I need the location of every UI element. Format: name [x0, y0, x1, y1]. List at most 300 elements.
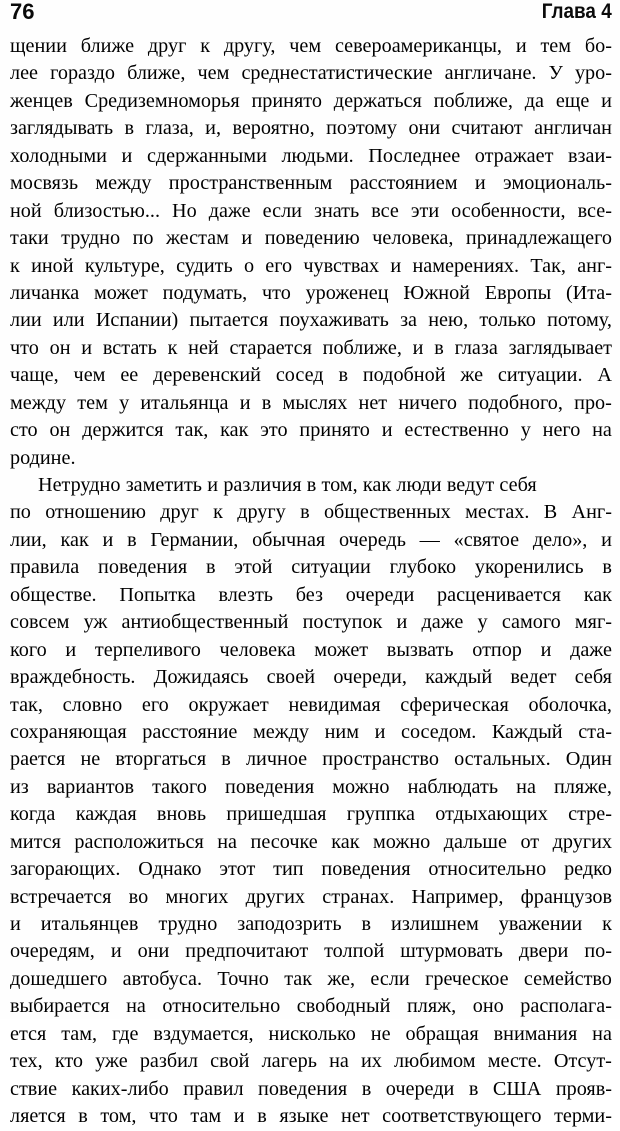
- word: подобной: [362, 364, 446, 387]
- word: расстояние: [142, 720, 238, 743]
- word: ситуации: [291, 556, 371, 579]
- word: очередям,: [10, 940, 95, 963]
- word: между: [252, 720, 310, 743]
- text-line: [10, 829, 612, 856]
- word: из: [10, 775, 29, 798]
- word: редко: [564, 858, 612, 881]
- word: ста-: [578, 720, 612, 743]
- text-line: [10, 911, 612, 938]
- word: естественно: [404, 419, 509, 442]
- word: терпеливого: [94, 638, 201, 661]
- word: обращая: [405, 1022, 479, 1045]
- word: уроженец: [305, 281, 389, 304]
- text-line: [10, 637, 612, 664]
- text-line: [10, 993, 612, 1020]
- text-line: [10, 966, 612, 993]
- word: других: [245, 885, 305, 908]
- word: Так,: [530, 254, 566, 277]
- word: и: [65, 638, 77, 661]
- word: не: [80, 748, 101, 771]
- word: (Ита-: [565, 281, 612, 304]
- text-line: [10, 390, 612, 417]
- word: в: [221, 748, 231, 771]
- word: как: [362, 474, 392, 496]
- text-line: [10, 445, 612, 472]
- word: ведет: [510, 666, 557, 689]
- word: греческое: [425, 967, 509, 990]
- word: Отсут-: [553, 1050, 612, 1073]
- word: каждая: [75, 803, 137, 826]
- word: самого: [501, 611, 561, 634]
- text-line: [10, 499, 612, 526]
- word: А: [597, 364, 612, 387]
- word: же: [460, 364, 484, 387]
- word: в: [468, 1077, 479, 1100]
- word: ствие: [10, 1077, 58, 1100]
- word: что: [261, 281, 291, 304]
- word: может: [94, 281, 148, 304]
- word: дело»,: [532, 528, 588, 551]
- word: как: [220, 419, 249, 442]
- text-line: [10, 362, 612, 389]
- word: может: [314, 638, 369, 661]
- word: отношению: [45, 501, 146, 524]
- word: толпой: [324, 940, 385, 963]
- word: семейство: [523, 967, 612, 990]
- word: вызвать: [386, 638, 454, 661]
- word: люди: [396, 474, 442, 496]
- word: сферическая: [400, 693, 509, 716]
- text-line: [10, 609, 612, 636]
- word: от: [520, 830, 540, 853]
- word: ближе,: [127, 62, 186, 85]
- word: Анг-: [571, 501, 612, 524]
- word: людьми.: [281, 144, 354, 167]
- word: так,: [10, 693, 43, 716]
- word: Но: [172, 199, 197, 222]
- word: укоренились: [474, 556, 584, 579]
- word: там: [190, 1105, 222, 1128]
- word: наблюдать: [407, 775, 499, 798]
- word: месте.: [487, 1050, 542, 1073]
- page-number: 76: [10, 0, 35, 24]
- word: считают: [451, 117, 523, 140]
- word: в: [306, 474, 317, 496]
- word: чем: [289, 35, 322, 57]
- word: в: [602, 556, 612, 579]
- word: старается: [229, 336, 312, 359]
- word: анг-: [577, 254, 612, 277]
- word: прояв-: [555, 1077, 612, 1100]
- word: даже: [208, 199, 251, 222]
- word: поведения: [321, 858, 411, 881]
- word: очереди,: [333, 666, 407, 689]
- word: даже: [421, 611, 464, 634]
- word: в: [78, 1105, 88, 1128]
- word: Дожидаясь: [153, 666, 249, 689]
- word: очередь: [338, 528, 406, 551]
- text-line: [10, 198, 612, 225]
- word: холодными: [10, 144, 107, 167]
- text-line: [10, 335, 612, 362]
- word: как: [60, 528, 89, 551]
- word: антиобщественный: [121, 611, 289, 634]
- word: нет: [340, 1105, 370, 1128]
- word: странах.: [322, 885, 395, 908]
- word: терми-: [554, 1105, 612, 1128]
- word: ется: [10, 1022, 47, 1045]
- word: песочке: [250, 830, 318, 853]
- word: если: [262, 199, 302, 222]
- word: к: [602, 913, 612, 935]
- word: Европы: [484, 281, 552, 304]
- word: чем: [73, 364, 106, 387]
- text-line: [10, 692, 612, 719]
- word: у: [119, 391, 130, 414]
- word: разбил: [139, 1050, 199, 1073]
- word: принадлежащего: [465, 227, 612, 250]
- word: друг: [147, 35, 187, 57]
- word: среднестатистические: [241, 62, 433, 85]
- word: ним: [324, 720, 359, 743]
- word: словно: [62, 693, 123, 716]
- word: как: [583, 583, 612, 606]
- word: родине.: [10, 446, 76, 469]
- word: и: [396, 611, 408, 634]
- word: все: [371, 199, 399, 222]
- word: ничего: [398, 391, 457, 414]
- word: мосвязь: [10, 172, 79, 195]
- word: отдыхающих: [435, 803, 548, 826]
- word: не: [370, 1022, 391, 1045]
- word: и: [515, 35, 527, 57]
- text-line: [10, 719, 612, 746]
- chapter-title: Глава 4: [542, 0, 612, 23]
- word: глаза,: [145, 117, 194, 140]
- paragraph: [10, 472, 612, 1131]
- word: французов: [520, 885, 612, 908]
- word: обществе.: [10, 583, 97, 606]
- word: кого: [10, 638, 47, 661]
- word: том,: [100, 1105, 137, 1128]
- word: стре-: [568, 803, 612, 826]
- word: подумать,: [162, 281, 248, 304]
- body-text: [10, 33, 612, 1131]
- word: невидимая: [288, 693, 381, 716]
- word: в: [257, 1105, 267, 1128]
- word: на: [329, 1050, 349, 1073]
- text-line: [10, 856, 612, 883]
- word: излишнем: [391, 913, 479, 935]
- word: и: [239, 391, 251, 414]
- word: как: [331, 830, 360, 853]
- word: уж: [83, 611, 108, 634]
- word: каждый: [425, 666, 493, 689]
- word: и: [110, 940, 122, 963]
- word: по: [132, 227, 154, 250]
- word: человека,: [372, 227, 454, 250]
- word: этой: [234, 556, 273, 579]
- word: себя: [499, 474, 537, 496]
- text-line: [10, 938, 612, 965]
- word: него: [542, 419, 581, 442]
- word: Точно: [217, 967, 269, 990]
- word: в: [206, 556, 216, 579]
- paragraph: [10, 33, 612, 472]
- word: чаще,: [10, 364, 59, 387]
- word: заглядывать: [10, 117, 114, 140]
- word: к: [167, 336, 178, 359]
- word: и: [390, 254, 402, 277]
- word: свободный: [296, 995, 391, 1018]
- word: оно: [472, 995, 504, 1018]
- word: других: [552, 830, 612, 853]
- word: поэтому: [326, 117, 398, 140]
- word: лагерь: [261, 1050, 317, 1073]
- word: пляже,: [554, 775, 612, 798]
- word: двери: [518, 940, 569, 963]
- word: по-: [584, 940, 612, 963]
- word: такого: [152, 775, 207, 798]
- word: в: [434, 336, 444, 359]
- word: таки: [10, 227, 49, 250]
- word: за: [400, 309, 418, 332]
- text-line: [10, 1076, 612, 1103]
- word: ситуации.: [497, 364, 583, 387]
- word: вздумается,: [153, 1022, 254, 1045]
- word: эти: [410, 199, 440, 222]
- word: в: [261, 391, 272, 414]
- word: в: [361, 913, 372, 935]
- word: о: [243, 254, 255, 277]
- word: он: [49, 336, 71, 359]
- word: и: [10, 913, 21, 935]
- word: там,: [61, 1022, 98, 1045]
- word: расстоянием: [349, 172, 458, 195]
- word: правила: [10, 556, 80, 579]
- word: поближе,: [433, 89, 513, 112]
- text-line: [10, 143, 612, 170]
- word: свой: [210, 1050, 250, 1073]
- word: встать: [102, 336, 157, 359]
- word: поведению: [264, 227, 360, 250]
- word: автобуса.: [122, 967, 203, 990]
- word: даже: [570, 638, 612, 661]
- word: У: [548, 62, 563, 85]
- word: держится: [82, 419, 164, 442]
- word: ведут: [446, 474, 495, 496]
- word: В: [543, 501, 558, 524]
- word: Последнее: [368, 144, 461, 167]
- word: Средиземноморья: [84, 89, 240, 112]
- word: обычная: [252, 528, 326, 551]
- word: только: [479, 309, 536, 332]
- word: и: [601, 89, 612, 112]
- word: у: [477, 611, 488, 634]
- word: в: [124, 117, 135, 140]
- word: тех,: [10, 1050, 43, 1073]
- word: сосед: [275, 364, 324, 387]
- word: Южной: [403, 281, 470, 304]
- word: Испании): [95, 309, 179, 332]
- word: чем: [197, 62, 230, 85]
- word: группка: [346, 803, 415, 826]
- word: лее: [10, 62, 38, 85]
- word: уважении: [498, 913, 583, 935]
- text-line: [10, 774, 612, 801]
- word: принято: [299, 419, 370, 442]
- word: другу,: [223, 35, 276, 57]
- word: каких-либо: [71, 1077, 169, 1100]
- word: по: [10, 501, 31, 524]
- word: тем: [77, 391, 108, 414]
- word: относительно: [162, 995, 281, 1018]
- word: если: [370, 967, 410, 990]
- word: ной: [10, 199, 42, 222]
- word: «святое: [453, 528, 520, 551]
- word: про-: [574, 391, 612, 414]
- word: и: [102, 528, 114, 551]
- word: держаться: [333, 89, 422, 112]
- word: пространство: [322, 748, 439, 771]
- word: оболочка,: [528, 693, 612, 716]
- word: их: [360, 1050, 382, 1073]
- word: пытается: [189, 309, 269, 332]
- word: правил: [183, 1077, 244, 1100]
- word: США: [492, 1077, 542, 1100]
- word: языке: [279, 1105, 329, 1128]
- word: Попытка: [119, 583, 196, 606]
- word: своей: [266, 666, 316, 689]
- word: нет: [358, 391, 388, 414]
- word: —: [419, 528, 440, 551]
- word: ней: [188, 336, 219, 359]
- word: человека: [219, 638, 296, 661]
- word: выбирается: [10, 995, 110, 1018]
- word: глубоко: [389, 556, 457, 579]
- word: на: [592, 1022, 612, 1045]
- word: ближе: [80, 35, 135, 57]
- word: на: [592, 419, 612, 442]
- word: чувствах: [303, 254, 380, 277]
- word: и: [81, 336, 93, 359]
- word: уже: [95, 1050, 128, 1073]
- word: личанка: [10, 281, 80, 304]
- word: мыслях: [282, 391, 348, 414]
- word: во: [128, 885, 149, 908]
- word: его: [265, 254, 293, 277]
- word: дальше: [443, 830, 507, 853]
- word: можно: [332, 775, 390, 798]
- word: подобного,: [468, 391, 563, 414]
- word: другу: [237, 501, 286, 524]
- word: глаза: [454, 336, 498, 359]
- word: соседом.: [401, 720, 477, 743]
- word: и: [412, 336, 424, 359]
- word: взаи-: [567, 144, 612, 167]
- word: женцев: [10, 89, 73, 112]
- word: иной: [31, 254, 74, 277]
- word: сто: [10, 419, 38, 442]
- text-line: [10, 280, 612, 307]
- word: между: [95, 172, 152, 195]
- text-line: [10, 253, 612, 280]
- word: совсем: [10, 611, 70, 634]
- text-line: [10, 307, 612, 334]
- word: рается: [10, 748, 66, 771]
- running-head: [10, 0, 612, 28]
- word: что: [149, 1105, 178, 1128]
- word: это: [260, 419, 288, 442]
- word: к: [10, 254, 20, 277]
- word: особенности,: [451, 199, 566, 222]
- word: сдержанными: [146, 144, 267, 167]
- word: эмоциональ-: [502, 172, 612, 195]
- word: пришедшая: [226, 803, 327, 826]
- word: и: [601, 528, 612, 551]
- text-line: [10, 1103, 612, 1130]
- word: соответствующего: [382, 1105, 542, 1128]
- word: он: [49, 419, 71, 442]
- text-line: [10, 884, 612, 911]
- word: в: [300, 501, 310, 524]
- text-line: [10, 472, 612, 499]
- word: намерениях.: [412, 254, 520, 277]
- word: относительно: [428, 858, 547, 881]
- word: тип: [273, 858, 304, 881]
- word: и: [207, 474, 219, 496]
- word: что: [10, 336, 39, 359]
- word: поведения: [258, 1077, 348, 1100]
- text-line: [10, 115, 612, 142]
- word: на: [516, 775, 536, 798]
- word: себя: [574, 666, 612, 689]
- text-line: [10, 60, 612, 87]
- word: знать: [313, 199, 360, 222]
- text-line: [10, 170, 612, 197]
- text-line: [10, 746, 612, 773]
- word: и: [381, 419, 393, 442]
- word: и,: [205, 117, 222, 140]
- word: англичан: [534, 117, 612, 140]
- word: к: [213, 501, 223, 524]
- word: так,: [175, 419, 209, 442]
- word: так: [284, 967, 313, 990]
- word: его: [141, 693, 169, 716]
- word: этот: [219, 858, 256, 881]
- word: располага-: [520, 995, 612, 1018]
- word: когда: [10, 803, 56, 826]
- word: и: [121, 144, 133, 167]
- text-line: [10, 554, 612, 581]
- word: трудно: [61, 227, 121, 250]
- text-line: [10, 664, 612, 691]
- word: культуре,: [84, 254, 165, 277]
- word: предпочитают: [185, 940, 309, 963]
- word: встречается: [10, 885, 112, 908]
- word: где: [111, 1022, 139, 1045]
- word: поступок: [302, 611, 383, 634]
- word: жестам: [165, 227, 229, 250]
- word: на: [126, 995, 146, 1018]
- word: щении: [10, 35, 67, 57]
- word: лии: [10, 309, 42, 332]
- word: местах.: [465, 501, 530, 524]
- word: личное: [245, 748, 308, 771]
- word: мится: [10, 830, 61, 853]
- word: в: [361, 1077, 372, 1100]
- word: заглядывает: [508, 336, 612, 359]
